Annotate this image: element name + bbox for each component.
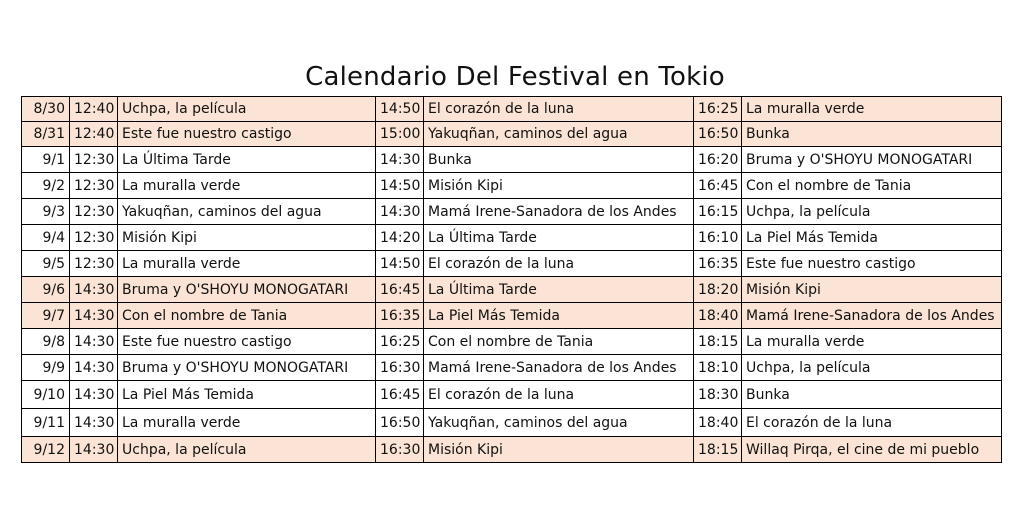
film-title-cell: Este fue nuestro castigo — [118, 122, 376, 147]
film-title-cell: El corazón de la luna — [742, 409, 1002, 437]
showtime-cell: 16:20 — [694, 147, 742, 173]
showtime-cell: 16:30 — [376, 355, 424, 381]
film-title-cell: El corazón de la luna — [424, 251, 694, 277]
showtime-cell: 18:30 — [694, 381, 742, 409]
film-title-cell: Willaq Pirqa, el cine de mi pueblo — [742, 437, 1002, 463]
film-title-cell: El corazón de la luna — [424, 97, 694, 122]
film-title-cell: Yakuqñan, caminos del agua — [424, 122, 694, 147]
film-title-cell: La muralla verde — [742, 329, 1002, 355]
date-cell: 9/9 — [22, 355, 70, 381]
film-title-cell: Bunka — [742, 122, 1002, 147]
film-title-cell: La Última Tarde — [424, 277, 694, 303]
showtime-cell: 18:20 — [694, 277, 742, 303]
date-cell: 9/12 — [22, 437, 70, 463]
date-cell: 8/30 — [22, 97, 70, 122]
schedule-row — [22, 199, 1002, 225]
film-title-cell: Bruma y O'SHOYU MONOGATARI — [742, 147, 1002, 173]
showtime-cell: 12:40 — [70, 122, 118, 147]
showtime-cell: 16:35 — [376, 303, 424, 329]
film-title-cell: Mamá Irene-Sanadora de los Andes — [424, 199, 694, 225]
film-title-cell: Yakuqñan, caminos del agua — [118, 199, 376, 225]
film-title-cell: Misión Kipi — [424, 173, 694, 199]
showtime-cell: 15:00 — [376, 122, 424, 147]
film-title-cell: Uchpa, la película — [742, 199, 1002, 225]
showtime-cell: 14:30 — [70, 381, 118, 409]
film-title-cell: Uchpa, la película — [118, 97, 376, 122]
schedule-row — [22, 277, 1002, 303]
showtime-cell: 16:45 — [376, 381, 424, 409]
date-cell: 9/8 — [22, 329, 70, 355]
showtime-cell: 14:50 — [376, 97, 424, 122]
schedule-row — [22, 122, 1002, 147]
date-cell: 9/11 — [22, 409, 70, 437]
showtime-cell: 16:45 — [376, 277, 424, 303]
schedule-row — [22, 437, 1002, 463]
film-title-cell: Este fue nuestro castigo — [118, 329, 376, 355]
showtime-cell: 16:45 — [694, 173, 742, 199]
showtime-cell: 16:25 — [376, 329, 424, 355]
film-title-cell: La muralla verde — [118, 409, 376, 437]
showtime-cell: 14:20 — [376, 225, 424, 251]
film-title-cell: Mamá Irene-Sanadora de los Andes — [424, 355, 694, 381]
showtime-cell: 14:30 — [70, 409, 118, 437]
film-title-cell: Bunka — [742, 381, 1002, 409]
date-cell: 9/1 — [22, 147, 70, 173]
showtime-cell: 18:15 — [694, 437, 742, 463]
film-title-cell: Este fue nuestro castigo — [742, 251, 1002, 277]
film-title-cell: La Piel Más Temida — [424, 303, 694, 329]
film-title-cell: Bruma y O'SHOYU MONOGATARI — [118, 355, 376, 381]
showtime-cell: 14:50 — [376, 173, 424, 199]
schedule-row — [22, 173, 1002, 199]
schedule-row — [22, 97, 1002, 122]
showtime-cell: 12:30 — [70, 147, 118, 173]
film-title-cell: Misión Kipi — [742, 277, 1002, 303]
film-title-cell: La Última Tarde — [118, 147, 376, 173]
film-title-cell: Yakuqñan, caminos del agua — [424, 409, 694, 437]
date-cell: 9/5 — [22, 251, 70, 277]
showtime-cell: 14:30 — [70, 355, 118, 381]
date-cell: 8/31 — [22, 122, 70, 147]
film-title-cell: La muralla verde — [118, 173, 376, 199]
schedule-row — [22, 303, 1002, 329]
film-title-cell: La Última Tarde — [424, 225, 694, 251]
showtime-cell: 12:30 — [70, 251, 118, 277]
showtime-cell: 12:40 — [70, 97, 118, 122]
schedule-row — [22, 329, 1002, 355]
showtime-cell: 16:35 — [694, 251, 742, 277]
showtime-cell: 18:40 — [694, 303, 742, 329]
schedule-row — [22, 147, 1002, 173]
showtime-cell: 14:30 — [70, 329, 118, 355]
schedule-row — [22, 251, 1002, 277]
date-cell: 9/2 — [22, 173, 70, 199]
film-title-cell: La muralla verde — [742, 97, 1002, 122]
showtime-cell: 16:50 — [694, 122, 742, 147]
film-title-cell: Bunka — [424, 147, 694, 173]
film-title-cell: La muralla verde — [118, 251, 376, 277]
showtime-cell: 16:10 — [694, 225, 742, 251]
showtime-cell: 12:30 — [70, 225, 118, 251]
date-cell: 9/4 — [22, 225, 70, 251]
schedule-row — [22, 409, 1002, 437]
film-title-cell: Con el nombre de Tania — [424, 329, 694, 355]
film-title-cell: La Piel Más Temida — [118, 381, 376, 409]
showtime-cell: 12:30 — [70, 199, 118, 225]
showtime-cell: 18:40 — [694, 409, 742, 437]
showtime-cell: 18:10 — [694, 355, 742, 381]
page-title: Calendario Del Festival en Tokio — [305, 62, 725, 92]
showtime-cell: 14:50 — [376, 251, 424, 277]
schedule-body — [22, 97, 1002, 463]
date-cell: 9/10 — [22, 381, 70, 409]
film-title-cell: Misión Kipi — [424, 437, 694, 463]
date-cell: 9/6 — [22, 277, 70, 303]
schedule-row — [22, 381, 1002, 409]
showtime-cell: 16:15 — [694, 199, 742, 225]
showtime-cell: 16:50 — [376, 409, 424, 437]
showtime-cell: 14:30 — [70, 303, 118, 329]
film-title-cell: Bruma y O'SHOYU MONOGATARI — [118, 277, 376, 303]
showtime-cell: 14:30 — [70, 277, 118, 303]
showtime-cell: 16:30 — [376, 437, 424, 463]
showtime-cell: 12:30 — [70, 173, 118, 199]
showtime-cell: 14:30 — [376, 147, 424, 173]
showtime-cell: 18:15 — [694, 329, 742, 355]
date-cell: 9/7 — [22, 303, 70, 329]
film-title-cell: La Piel Más Temida — [742, 225, 1002, 251]
date-cell: 9/3 — [22, 199, 70, 225]
film-title-cell: Con el nombre de Tania — [742, 173, 1002, 199]
film-title-cell: El corazón de la luna — [424, 381, 694, 409]
festival-schedule-table — [21, 96, 1002, 463]
showtime-cell: 16:25 — [694, 97, 742, 122]
film-title-cell: Mamá Irene-Sanadora de los Andes — [742, 303, 1002, 329]
film-title-cell: Uchpa, la película — [118, 437, 376, 463]
schedule-row — [22, 225, 1002, 251]
schedule-row — [22, 355, 1002, 381]
film-title-cell: Uchpa, la película — [742, 355, 1002, 381]
showtime-cell: 14:30 — [376, 199, 424, 225]
film-title-cell: Con el nombre de Tania — [118, 303, 376, 329]
film-title-cell: Misión Kipi — [118, 225, 376, 251]
showtime-cell: 14:30 — [70, 437, 118, 463]
